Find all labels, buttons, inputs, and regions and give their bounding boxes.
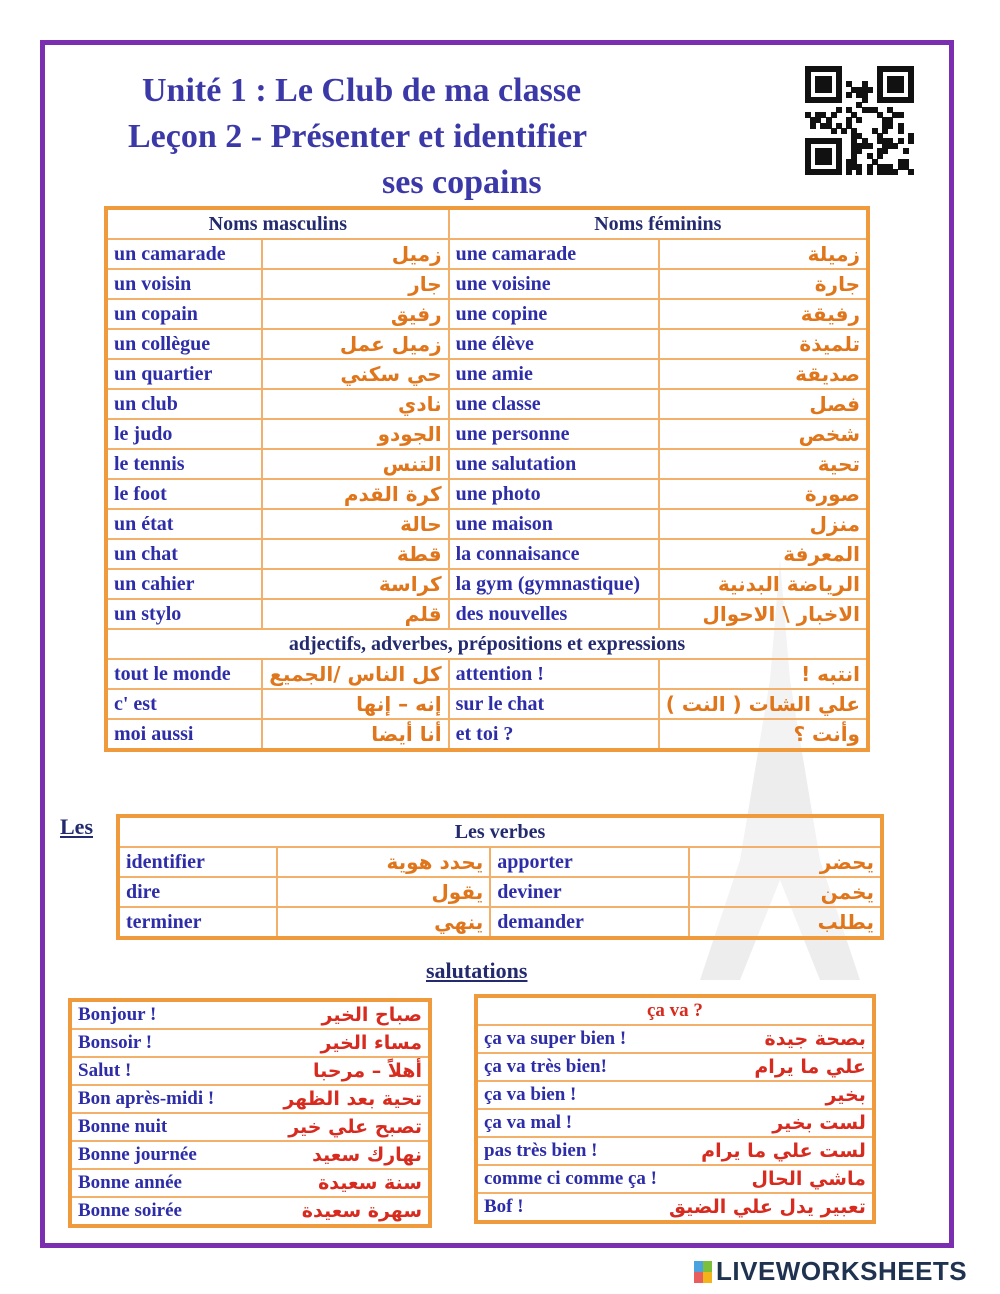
fem-noun-ar: فصل [659,389,868,419]
expression-row [106,719,868,750]
ca-va-fr: ça va mal ! [476,1109,663,1137]
masc-noun-ar: حي سكني [262,359,448,389]
ca-va-row [476,1053,874,1081]
masc-noun-ar: الجودو [262,419,448,449]
ca-va-fr: ça va très bien! [476,1053,663,1081]
expression-fr: sur le chat [449,689,659,719]
greeting-row [70,1057,430,1085]
expression-fr: c' est [106,689,262,719]
ca-va-fr: pas très bien ! [476,1137,663,1165]
greeting-row [70,1085,430,1113]
verb-fr: apporter [490,847,689,877]
fem-noun-ar: تلميذة [659,329,868,359]
ca-va-row [476,1193,874,1222]
noun-row [106,449,868,479]
verb-ar: يخمن [689,877,882,907]
liveworksheets-logo-icon [694,1261,712,1283]
greeting-ar: تصبح علي خير [257,1113,430,1141]
les-label: Les [60,814,93,839]
ca-va-ar: لست بخير [663,1109,874,1137]
masc-noun-fr: le judo [106,419,262,449]
masc-nouns-header: Noms masculins [106,208,449,239]
noun-row [106,389,868,419]
masc-noun-ar: حالة [262,509,448,539]
masc-noun-ar: زميل [262,239,448,269]
fem-noun-fr: une salutation [449,449,659,479]
greeting-fr: Bon après-midi ! [70,1085,257,1113]
ca-va-row [476,1025,874,1053]
greeting-fr: Bonne année [70,1169,257,1197]
masc-noun-ar: نادي [262,389,448,419]
verb-fr: terminer [118,907,277,938]
expression-fr: attention ! [449,659,659,689]
ca-va-row [476,1165,874,1193]
fem-noun-ar: منزل [659,509,868,539]
masc-noun-ar: قلم [262,599,448,629]
fem-noun-ar: رفيقة [659,299,868,329]
greeting-ar: مساء الخير [257,1029,430,1057]
verb-row [118,907,882,938]
ca-va-row [476,1137,874,1165]
ca-va-ar: ماشي الحال [663,1165,874,1193]
masc-noun-ar: جار [262,269,448,299]
masc-noun-fr: un stylo [106,599,262,629]
fem-noun-ar: المعرفة [659,539,868,569]
noun-row [106,299,868,329]
greeting-ar: سهرة سعيدة [257,1197,430,1226]
ca-va-ar: بخير [663,1081,874,1109]
verb-ar: ينهي [277,907,490,938]
ca-va-header: ça va ? [476,996,874,1025]
liveworksheets-brand: LIVEWORKSHEETS [716,1256,968,1286]
masc-noun-ar: رفيق [262,299,448,329]
greeting-ar: أهلاً – مرحبا [257,1057,430,1085]
verbs-header: Les verbes [118,816,882,847]
greeting-fr: Bonne journée [70,1141,257,1169]
noun-row [106,419,868,449]
expression-ar: أنا أيضا [262,719,448,750]
ca-va-row [476,1109,874,1137]
fem-noun-ar: الرياضة البدنية [659,569,868,599]
greeting-ar: سنة سعيدة [257,1169,430,1197]
masc-noun-fr: un voisin [106,269,262,299]
nouns-table [104,206,870,752]
masc-noun-fr: un chat [106,539,262,569]
verb-row [118,877,882,907]
expression-row [106,659,868,689]
lesson-title: Leçon 2 - Présenter et identifier [128,118,588,155]
fem-noun-fr: une classe [449,389,659,419]
expression-fr: et toi ? [449,719,659,750]
fem-nouns-header: Noms féminins [449,208,868,239]
greeting-fr: Bonne nuit [70,1113,257,1141]
noun-row [106,569,868,599]
greeting-fr: Bonsoir ! [70,1029,257,1057]
greeting-fr: Bonne soirée [70,1197,257,1226]
greeting-ar: صباح الخير [257,1000,430,1029]
expression-row [106,689,868,719]
ca-va-fr: Bof ! [476,1193,663,1222]
expression-ar: إنه – إنها [262,689,448,719]
noun-row [106,329,868,359]
expression-ar: انتبه ! [659,659,868,689]
fem-noun-ar: صديقة [659,359,868,389]
greeting-fr: Bonjour ! [70,1000,257,1029]
greeting-row [70,1000,430,1029]
greeting-row [70,1029,430,1057]
fem-noun-ar: زميلة [659,239,868,269]
masc-noun-ar: كراسة [262,569,448,599]
fem-noun-fr: une photo [449,479,659,509]
verb-fr: dire [118,877,277,907]
noun-row [106,509,868,539]
masc-noun-ar: زميل عمل [262,329,448,359]
masc-noun-fr: un état [106,509,262,539]
qr-code-icon [805,66,913,178]
fem-noun-fr: une voisine [449,269,659,299]
unit-title: Unité 1 : Le Club de ma classe [142,72,582,109]
verb-ar: يقول [277,877,490,907]
verb-fr: deviner [490,877,689,907]
masc-noun-fr: le tennis [106,449,262,479]
greeting-ar: نهارك سعيد [257,1141,430,1169]
greeting-ar: تحية بعد الظهر [257,1085,430,1113]
fem-noun-fr: des nouvelles [449,599,659,629]
ca-va-fr: ça va bien ! [476,1081,663,1109]
noun-row [106,269,868,299]
greeting-row [70,1197,430,1226]
fem-noun-ar: الاخبار \ الاحوال [659,599,868,629]
masc-noun-ar: كرة القدم [262,479,448,509]
verb-fr: identifier [118,847,277,877]
masc-noun-ar: التنس [262,449,448,479]
fem-noun-fr: une maison [449,509,659,539]
masc-noun-fr: un club [106,389,262,419]
fem-noun-fr: une copine [449,299,659,329]
masc-noun-ar: قطة [262,539,448,569]
expression-ar: كل الناس /الجميع [262,659,448,689]
ca-va-row [476,1081,874,1109]
expression-ar: وأنت ؟ [659,719,868,750]
masc-noun-fr: un camarade [106,239,262,269]
ca-va-ar: لست علي ما يرام [663,1137,874,1165]
salutations-title: salutations [426,958,528,983]
expression-fr: tout le monde [106,659,262,689]
noun-row [106,479,868,509]
masc-noun-fr: le foot [106,479,262,509]
expressions-header: adjectifs, adverbes, prépositions et expressions [106,629,868,659]
verb-ar: يحضر [689,847,882,877]
fem-noun-ar: شخص [659,419,868,449]
noun-row [106,599,868,629]
lesson-title-continued: ses copains [382,164,542,201]
fem-noun-fr: une personne [449,419,659,449]
greeting-row [70,1169,430,1197]
fem-noun-fr: la connaisance [449,539,659,569]
ca-va-fr: comme ci comme ça ! [476,1165,663,1193]
noun-row [106,539,868,569]
fem-noun-fr: une amie [449,359,659,389]
masc-noun-fr: un collègue [106,329,262,359]
fem-noun-ar: تحية [659,449,868,479]
greetings-table [68,998,432,1228]
ca-va-ar: علي ما يرام [663,1053,874,1081]
masc-noun-fr: un copain [106,299,262,329]
verbs-table [116,814,884,940]
expression-ar: علي الشات ( النت ) [659,689,868,719]
verb-fr: demander [490,907,689,938]
noun-row [106,239,868,269]
greeting-row [70,1141,430,1169]
verb-ar: يطلب [689,907,882,938]
fem-noun-fr: une camarade [449,239,659,269]
greeting-fr: Salut ! [70,1057,257,1085]
how-are-you-table [474,994,876,1224]
fem-noun-fr: une élève [449,329,659,359]
ca-va-ar: بصحة جيدة [663,1025,874,1053]
liveworksheets-logo [694,1256,967,1287]
ca-va-ar: تعبير يدل علي الضيق [663,1193,874,1222]
greeting-row [70,1113,430,1141]
fem-noun-ar: جارة [659,269,868,299]
masc-noun-fr: un cahier [106,569,262,599]
verb-row [118,847,882,877]
expression-fr: moi aussi [106,719,262,750]
fem-noun-ar: صورة [659,479,868,509]
verb-ar: يحدد هوية [277,847,490,877]
masc-noun-fr: un quartier [106,359,262,389]
ca-va-fr: ça va super bien ! [476,1025,663,1053]
fem-noun-fr: la gym (gymnastique) [449,569,659,599]
noun-row [106,359,868,389]
